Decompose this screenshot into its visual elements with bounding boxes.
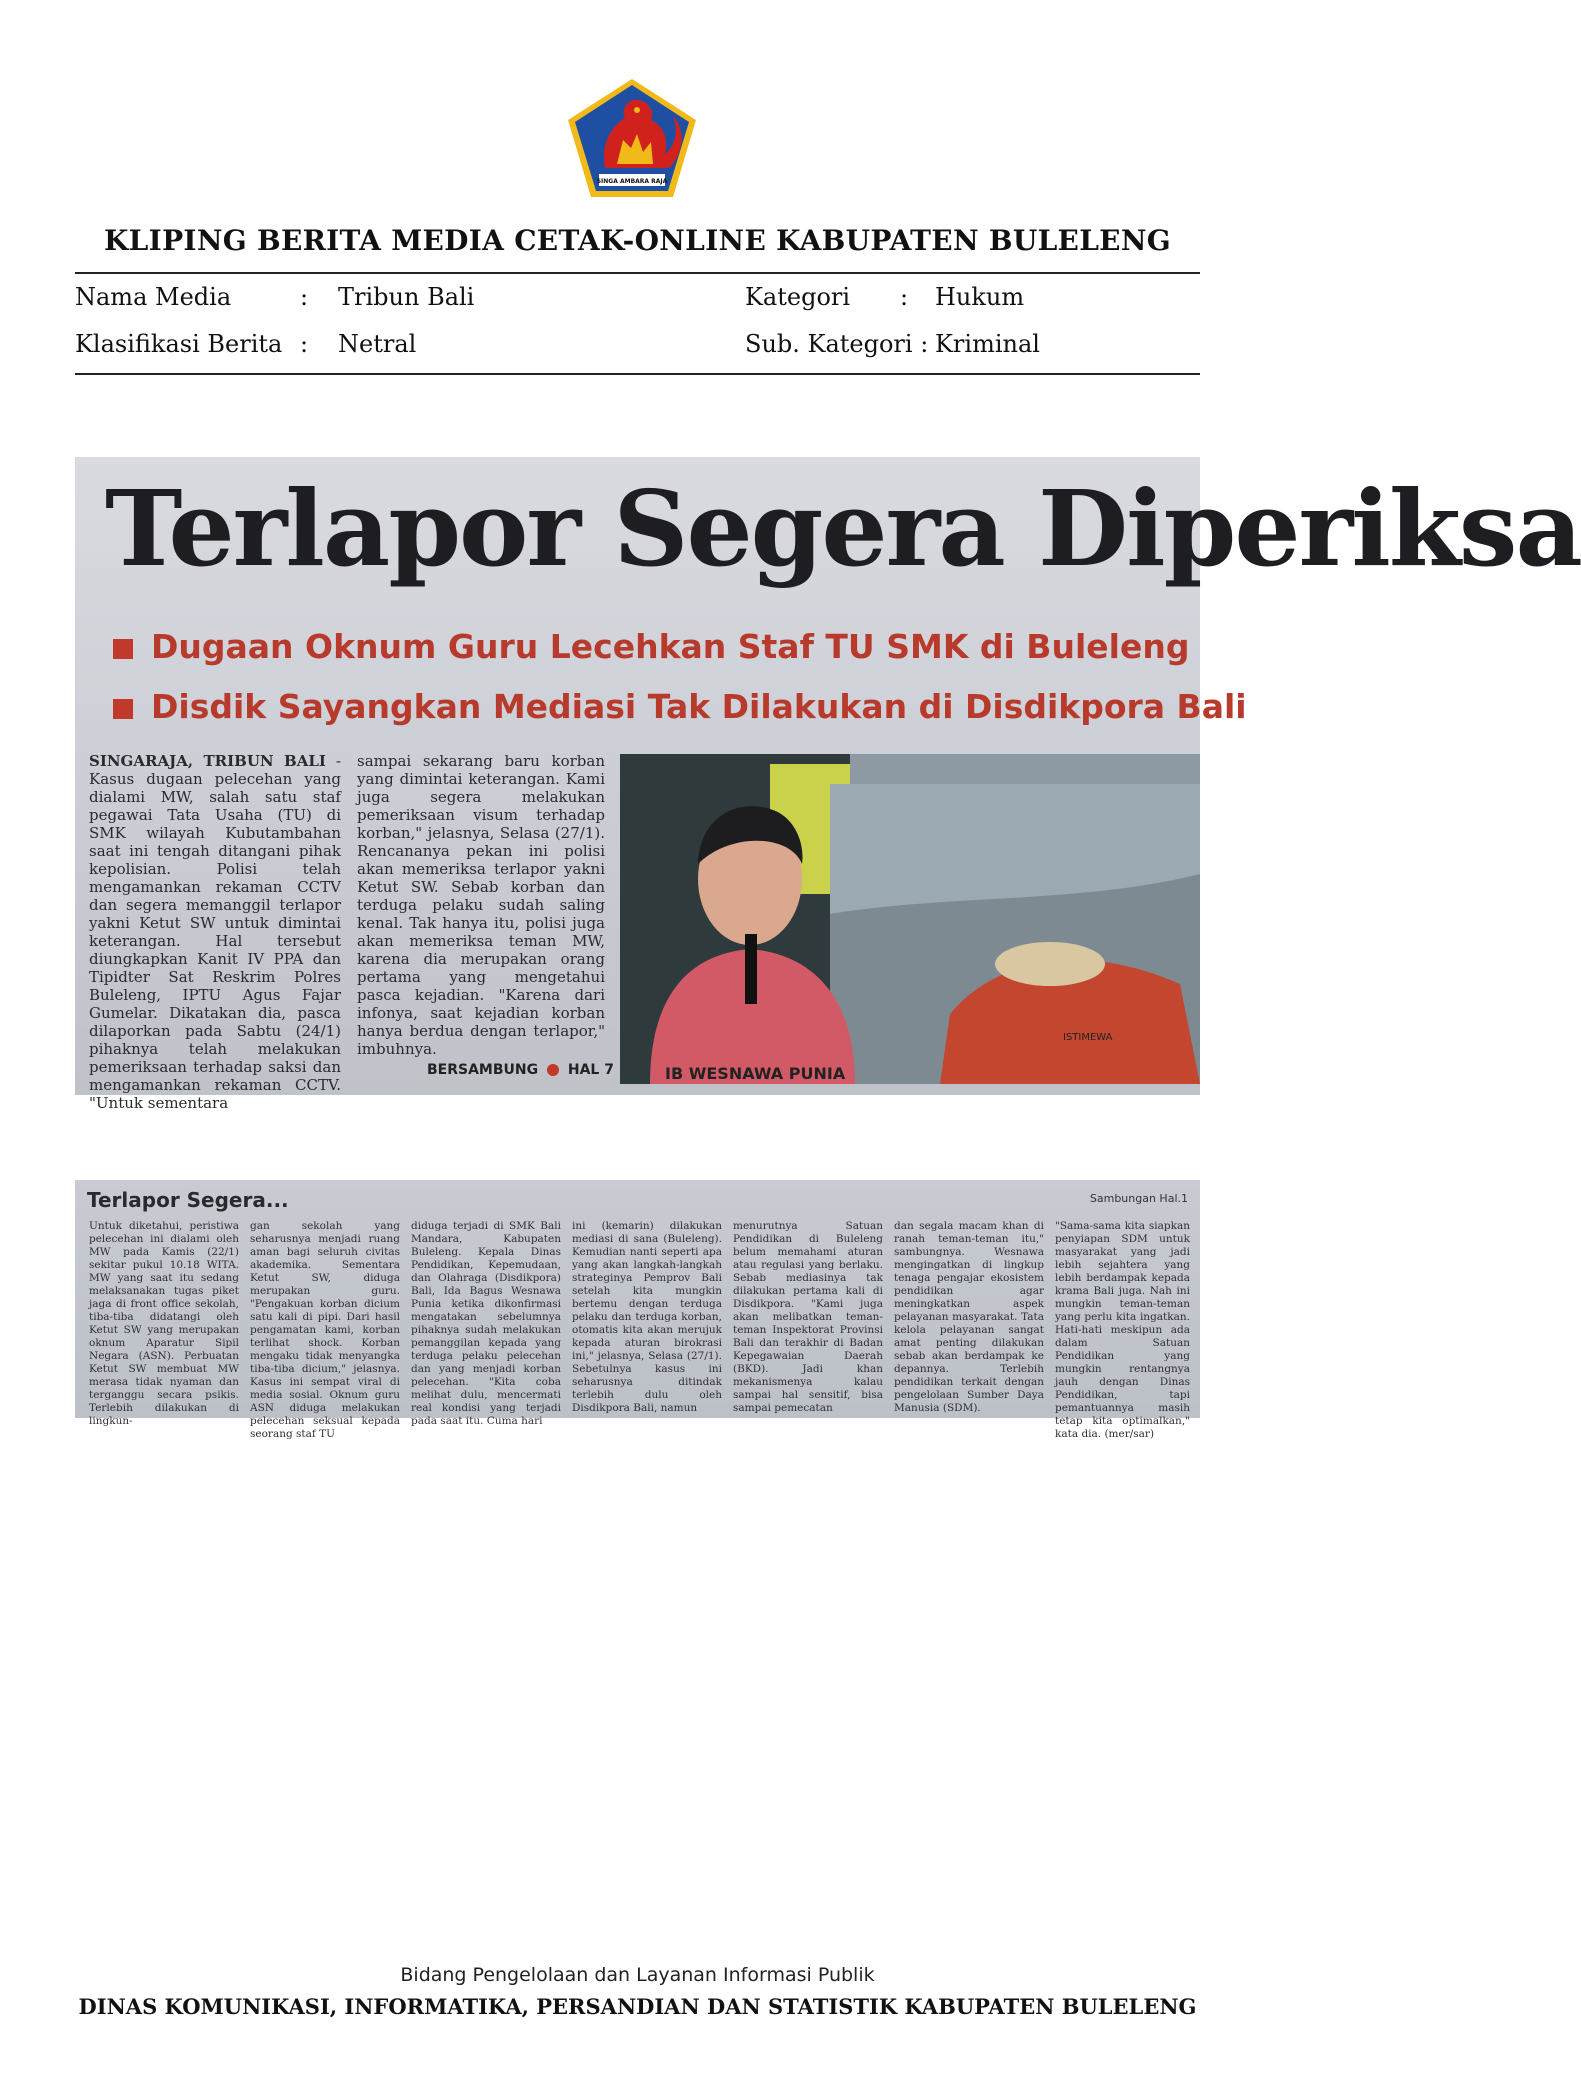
logo-motto: SINGA AMBARA RAJA <box>596 178 668 185</box>
article-column-2: sampai sekarang baru korban yang dimintai keterangan. Kami juga segera melakukan pemeriksaan visum terhadap korban," jelasnya, Selasa (27/1). Rencananya pekan ini polisi akan memeriksa terlapor yakni Ketut SW. Sebab korban dan terduga pelaku sudah saling kenal. Tak hanya itu, polisi juga akan memeriksa teman MW, karena dia merupakan orang pertama yang mengetahui pasca kejadian. "Karena dari infonya, saat kejadian korban hanya berdua dengan terlapor," imbuhnya. <box>357 752 605 1058</box>
footer-division: Bidang Pengelolaan dan Layanan Informasi Publik <box>400 1964 875 1986</box>
article-subhead-1: Dugaan Oknum Guru Lecehkan Staf TU SMK di Buleleng <box>113 627 1189 666</box>
footer-department: DINAS KOMUNIKASI, INFORMATIKA, PERSANDIAN DAN STATISTIK KABUPATEN BULELENG <box>78 1994 1197 2019</box>
kategori-value: Hukum <box>935 283 1025 311</box>
document-title: KLIPING BERITA MEDIA CETAK-ONLINE KABUPATEN BULELENG <box>104 224 1171 257</box>
continuation-title: Terlapor Segera... <box>87 1188 289 1212</box>
nama-media-label: Nama Media <box>75 283 232 311</box>
photo-credit: ISTIMEWA <box>1063 1032 1113 1043</box>
photo-caption: IB WESNAWA PUNIA <box>665 1064 846 1083</box>
newspaper-clipping-continuation <box>75 1180 1200 1440</box>
article-subhead-2: Disdik Sayangkan Mediasi Tak Dilakukan di Disdikpora Bali <box>113 687 1247 726</box>
article-dateline: SINGARAJA, TRIBUN BALI <box>89 752 326 770</box>
newspaper-clipping-main <box>75 457 1581 1112</box>
article-headline: Terlapor Segera Diperiksa <box>105 467 1581 590</box>
continuation-reference: Sambungan Hal.1 <box>1089 1192 1188 1205</box>
nama-media-separator: : <box>300 283 309 311</box>
continuation-column-6: dan segala macam khan di ranah teman-teman itu," sambungnya. Wesnawa mengingatkan di lingkup tenaga pengajar ekosistem pendidikan agar meningkatkan aspek pelayanan masyarakat. Tata kelola pelayanan sangat amat penting dilakukan sebab akan berdampak ke depannya. Terlebih pendidikan terkait dengan pengelolaan Sumber Daya Manusia (SDM). <box>894 1220 1044 1414</box>
continuation-column-2: gan sekolah yang seharusnya menjadi ruang aman bagi seluruh civitas akademika. Sementara Ketut SW, diduga merupakan guru. "Pengakuan korban dicium satu kali di pipi. Dari hasil pengamatan kami, korban terlihat shock. Korban mengaku tidak menyangka tiba-tiba dicium," jelasnya. Kasus ini sempat viral di media sosial. Oknum guru ASN diduga melakukan pelecehan seksual kepada seorang staf TU <box>250 1220 400 1440</box>
sub-kategori-value: Kriminal <box>935 330 1040 358</box>
article-photo <box>620 754 1200 1084</box>
singa-ambara-raja-logo <box>565 76 699 200</box>
continuation-column-1: Untuk diketahui, peristiwa pelecehan ini dialami oleh MW pada Kamis (22/1) sekitar pukul 10.18 WITA. MW yang saat itu sedang melaksanakan tugas piket jaga di front office sekolah, tiba-tiba didatangi oleh Ketut SW yang merupakan oknum Aparatur Sipil Negara (ASN). Perbuatan Ketut SW membuat MW merasa tidak nyaman dan terganggu secara psikis. Terlebih dilakukan di lingkun- <box>89 1220 239 1427</box>
klasifikasi-label: Klasifikasi Berita <box>75 330 283 358</box>
continuation-column-7: "Sama-sama kita siapkan penyiapan SDM untuk masyarakat yang jadi lebih sejahtera yang lebih berdampak kepada krama Bali juga. Nah ini mungkin teman-teman yang perlu kita ingatkan. Hati-hati meskipun ada dalam Satuan Pendidikan yang mungkin rentangnya jauh dengan Dinas Pendidikan, tapi pemantuannya masih tetap kita optimalkan," kata dia. (mer/sar) <box>1055 1220 1190 1440</box>
klasifikasi-value: Netral <box>338 330 417 358</box>
sub-kategori-label: Sub. Kategori : <box>745 330 929 358</box>
continuation-column-4: ini (kemarin) dilakukan mediasi di sana (Buleleng). Kemudian nanti seperti apa yang akan langkah-langkah strateginya Pemprov Bali setelah kita mungkin bertemu dengan terduga pelaku dan terduga korban, otomatis kita akan merujuk kepada aturan birokrasi ini," jelasnya, Selasa (27/1). Sebetulnya kasus ini seharusnya ditindak terlebih dulu oleh Disdikpora Bali, namun <box>572 1220 722 1414</box>
kategori-separator: : <box>900 283 909 311</box>
continued-label: BERSAMBUNG HAL 7 <box>427 1062 614 1078</box>
continuation-column-3: diduga terjadi di SMK Bali Mandara, Kabupaten Buleleng. Kepala Dinas Pendidikan, Kepemudaan, dan Olahraga (Disdikpora) Bali, Ida Bagus Wesnawa Punia ketika dikonfirmasi mengatakan sebelumnya pihaknya sudah melakukan pemanggilan kepada yang terduga pelaku pelecehan dan yang menjadi korban pelecehan. "Kita coba melihat dulu, mencermati real kondisi yang terjadi pada saat itu. Cuma hari <box>411 1220 561 1427</box>
article-column-1: SINGARAJA, TRIBUN BALI - Kasus dugaan pelecehan yang dialami MW, salah satu staf pegawai Tata Usaha (TU) di SMK wilayah Kubutambahan saat ini tengah ditangani pihak kepolisian. Polisi telah mengamankan rekaman CCTV dan segera memanggil terlapor yakni Ketut SW untuk dimintai keterangan. Hal tersebut diungkapkan Kanit IV PPA dan Tipidter Sat Reskrim Polres Buleleng, IPTU Agus Fajar Gumelar. Dikatakan dia, pasca dilaporkan pada Sabtu (24/1) pihaknya telah melakukan pemeriksaan terhadap saksi dan mengamankan rekaman CCTV. "Untuk sementara <box>89 752 341 1112</box>
klasifikasi-separator: : <box>300 330 309 358</box>
kategori-label: Kategori <box>745 283 851 311</box>
header-rule-top <box>75 272 1200 274</box>
header-rule-bottom <box>75 373 1200 375</box>
arrow-icon <box>547 1064 559 1076</box>
nama-media-value: Tribun Bali <box>338 283 475 311</box>
continuation-column-5: menurutnya Satuan Pendidikan di Buleleng belum memahami aturan atau regulasi yang berlaku. Sebab mediasinya tak dilakukan pertama kali di Disdikpora. "Kami juga akan melibatkan teman-teman Inspektorat Provinsi Bali dan terakhir di Badan Kepegawaian Daerah (BKD). Jadi khan mekanismenya kalau sampai hal sensitif, bisa sampai pemecatan <box>733 1220 883 1414</box>
